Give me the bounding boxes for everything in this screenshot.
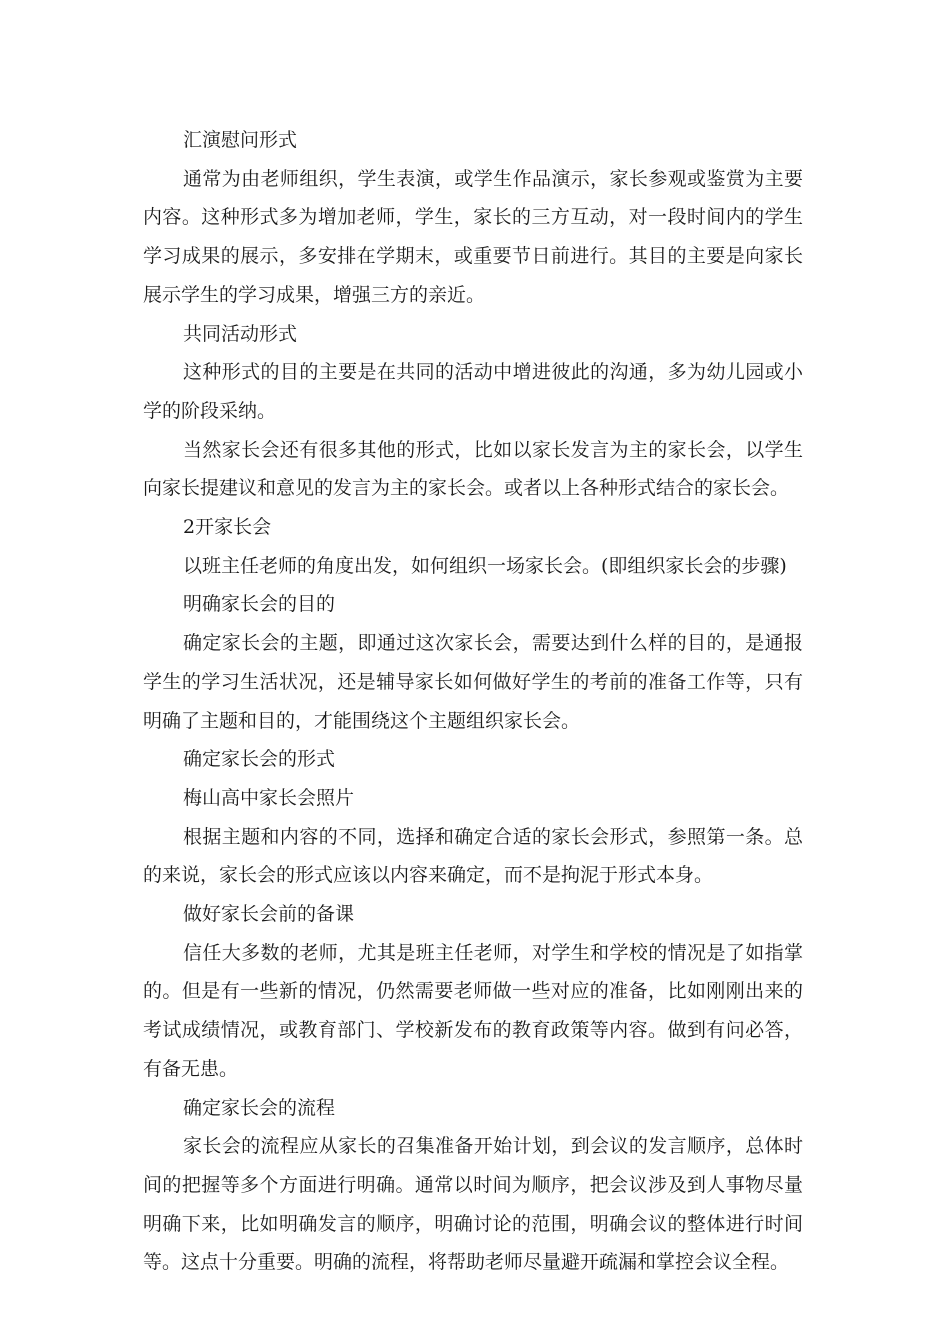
- heading-clarify-purpose: 明确家长会的目的: [183, 593, 336, 616]
- photo-caption: 梅山高中家长会照片: [183, 786, 355, 809]
- paragraph-clarify-purpose: 确定家长会的主题，即通过这次家长会，需要达到什么样的目的，是通报学生的学习生活状况，还是辅导家长如何做好学生的考前的准备工作等，只有明确了主题和目的，才能围绕这个主题组织家长会。: [143, 632, 803, 732]
- paragraph-determine-form: 根据主题和内容的不同，选择和确定合适的家长会形式，参照第一条。总的来说，家长会的形式应该以内容来确定，而不是拘泥于形式本身。: [143, 825, 803, 887]
- paragraph-determine-process: 家长会的流程应从家长的召集准备开始计划，到会议的发言顺序，总体时间的把握等多个方面进行明确。通常以时间为顺序，把会议涉及到人事物尽量明确下来，比如明确发言的顺序，明确讨论的范围，明确会议的整体进行时间等。这点十分重要。明确的流程，将帮助老师尽量避开疏漏和掌控会议全程。: [143, 1135, 803, 1274]
- paragraph-joint-activity-description: 这种形式的目的主要是在共同的活动中增进彼此的沟通，多为幼儿园或小学的阶段采纳。: [143, 361, 803, 422]
- heading-determine-process: 确定家长会的流程: [183, 1096, 336, 1119]
- paragraph-other-forms: 当然家长会还有很多其他的形式，比如以家长发言为主的家长会，以学生向家长提建议和意见的发言为主的家长会。或者以上各种形式结合的家长会。: [143, 438, 803, 500]
- paragraph-preparation: 信任大多数的老师，尤其是班主任老师，对学生和学校的情况是了如指掌的。但是有一些新的情况，仍然需要老师做一些对应的准备，比如刚刚出来的考试成绩情况，或教育部门、学校新发布的教育政策等内容。做到有问必答，有备无患。: [143, 941, 803, 1080]
- heading-holding-meeting: 2开家长会: [183, 516, 272, 539]
- heading-determine-form: 确定家长会的形式: [183, 748, 336, 771]
- paragraph-performance-description: 通常为由老师组织，学生表演，或学生作品演示，家长参观或鉴赏为主要内容。这种形式多为增加老师，学生，家长的三方互动，对一段时间内的学生学习成果的展示，多安排在学期末，或重要节日前进行。其目的主要是向家长展示学生的学习成果，增强三方的亲近。: [143, 167, 803, 306]
- heading-performance-form: 汇演慰问形式: [183, 129, 298, 151]
- heading-joint-activity-form: 共同活动形式: [183, 322, 298, 345]
- paragraph-teacher-perspective: 以班主任老师的角度出发，如何组织一场家长会。(即组织家长会的步骤): [183, 554, 787, 577]
- document-body: [143, 121, 803, 1282]
- heading-preparation: 做好家长会前的备课: [183, 903, 355, 926]
